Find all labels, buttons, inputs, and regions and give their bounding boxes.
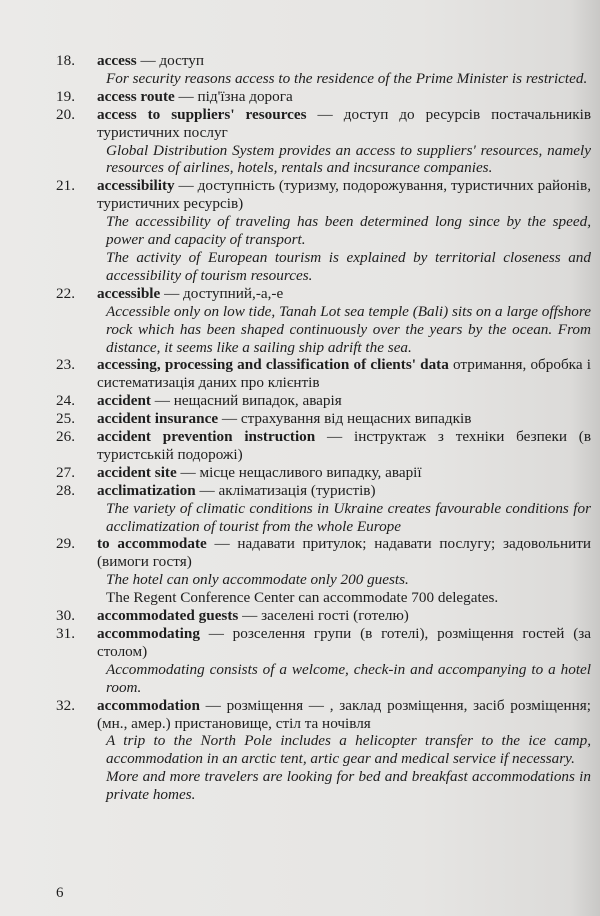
entry-definition: — розміщення — , заклад розміщення, засіб розміщення; (мн., амер.) пристановище, стіл та ночівля	[97, 696, 592, 732]
entry-definition: — акліматизація (туристів)	[199, 481, 376, 499]
entry-definition: — надавати притулок; надавати послугу; задовольнити (вимоги гостя)	[97, 535, 591, 571]
entry-term: accommodated guests	[97, 607, 239, 625]
glossary-entry	[56, 535, 591, 571]
entry-term: access route	[97, 87, 175, 105]
entry-body	[97, 356, 591, 392]
entry-number: 19.	[56, 87, 75, 105]
glossary-entry	[56, 625, 591, 661]
entry-body	[97, 106, 591, 142]
entry-example: The variety of climatic conditions in Ukraine creates favourable conditions for acclimatization of tourist from the whole Europe	[106, 499, 591, 535]
entry-definition: — нещасний випадок, аварія	[154, 392, 342, 410]
glossary-entry	[56, 285, 591, 303]
entry-number: 26.	[56, 428, 75, 446]
entry-definition: — страхування від нещасних випадків	[221, 410, 472, 428]
entry-definition: — розселення групи (в готелі), розміщення гостей (за столом)	[97, 625, 591, 660]
entry-body	[97, 285, 591, 303]
entry-definition: — під'їзна дорога	[178, 87, 293, 105]
entry-number: 30.	[56, 607, 75, 625]
entry-term: accident site	[97, 463, 177, 481]
entry-body	[97, 625, 591, 661]
entry-example: A trip to the North Pole includes a helicopter transfer to the ice camp, accommodation in an arctic tent, artic gear and medical service if necessary.	[106, 732, 591, 768]
entry-definition: — доступність (туризму, подорожування, туристичних районів, туристичних ресурсів)	[97, 177, 591, 213]
entry-term: accommodating	[97, 625, 200, 642]
entry-number: 18.	[56, 52, 75, 69]
entry-term: accommodation	[97, 696, 200, 714]
entry-body	[97, 535, 591, 571]
entry-example: The Regent Conference Center can accommodate 700 delegates.	[106, 589, 499, 607]
entry-number: 24.	[56, 392, 75, 410]
entry-example: For security reasons access to the residence of the Prime Minister is restricted.	[106, 69, 588, 87]
entry-number: 22.	[56, 284, 75, 302]
entry-definition: — доступ	[140, 52, 205, 69]
glossary-entry	[56, 697, 591, 733]
entry-example: The activity of European tourism is explained by territorial closeness and accessibility of tourism resources.	[106, 248, 591, 284]
entry-body	[97, 607, 591, 625]
page-number: 6	[56, 885, 64, 901]
glossary-entry	[56, 607, 591, 625]
entry-definition: — доступ до ресурсів постачальників туристичних послуг	[97, 105, 591, 141]
entry-number: 29.	[56, 535, 75, 553]
entry-definition: — інструктаж з техніки безпеки (в туристській подорожі)	[97, 428, 591, 463]
glossary-entry	[56, 356, 591, 392]
glossary-entry	[56, 428, 591, 464]
entry-example: Accommodating consists of a welcome, check-in and accompanying to a hotel room.	[106, 660, 591, 696]
entry-example: The accessibility of traveling has been determined long since by the speed, power and capacity of transport.	[106, 213, 591, 249]
entry-definition: — доступний,-а,-е	[164, 284, 284, 302]
entry-body	[97, 697, 591, 733]
entry-number: 20.	[56, 105, 75, 123]
entry-number: 28.	[56, 481, 75, 499]
entry-example: The hotel can only accommodate only 200 guests.	[106, 571, 409, 589]
entry-number: 21.	[56, 177, 75, 195]
entry-body	[97, 482, 591, 500]
entry-number: 31.	[56, 625, 75, 642]
entry-number: 27.	[56, 463, 75, 481]
glossary-entry	[56, 464, 591, 482]
entry-example: More and more travelers are looking for bed and breakfast accommodations in private homes.	[106, 768, 591, 804]
entry-term: to accommodate	[97, 535, 207, 553]
entry-term: accessible	[97, 284, 161, 302]
glossary-list	[56, 52, 591, 804]
entry-term: accident	[97, 392, 151, 410]
entry-term: accident insurance	[97, 410, 219, 428]
entry-definition: отримання, обробка і систематизація даних про клієнтів	[97, 356, 591, 392]
entry-body	[97, 410, 591, 428]
entry-number: 25.	[56, 410, 75, 428]
glossary-entry	[56, 410, 591, 428]
entry-term: accessibility	[97, 177, 175, 195]
entry-term: access to suppliers' resources	[97, 105, 307, 123]
entry-example: Accessible only on low tide, Tanah Lot sea temple (Bali) sits on a large offshore rock which has been shaped continuously over the years by the ocean. From distance, it seems like a sailing ship adrift the sea.	[106, 302, 591, 356]
entry-term: accident prevention instruction	[97, 428, 316, 446]
entry-term: accessing, processing and classification of clients' data	[97, 356, 449, 374]
entry-body	[97, 177, 591, 213]
entry-number: 23.	[56, 356, 75, 374]
glossary-entry	[56, 482, 591, 500]
entry-body	[97, 464, 591, 482]
entry-body	[97, 428, 591, 464]
glossary-entry	[56, 52, 591, 70]
glossary-entry	[56, 88, 591, 106]
entry-term: access	[97, 52, 137, 69]
entry-example: Global Distribution System provides an access to suppliers' resources, namely resources of airlines, hotels, rentals and incsurance companies.	[106, 141, 591, 177]
entry-definition: — заселені гості (готелю)	[242, 607, 409, 625]
entry-body	[97, 392, 591, 410]
glossary-entry	[56, 177, 591, 213]
entry-term: acclimatization	[97, 481, 196, 499]
entry-number: 32.	[56, 696, 75, 714]
entry-body	[97, 88, 591, 106]
entry-definition: — місце нещасливого випадку, аварії	[180, 463, 422, 481]
glossary-entry	[56, 106, 591, 142]
glossary-entry	[56, 392, 591, 410]
entry-body	[97, 52, 591, 70]
